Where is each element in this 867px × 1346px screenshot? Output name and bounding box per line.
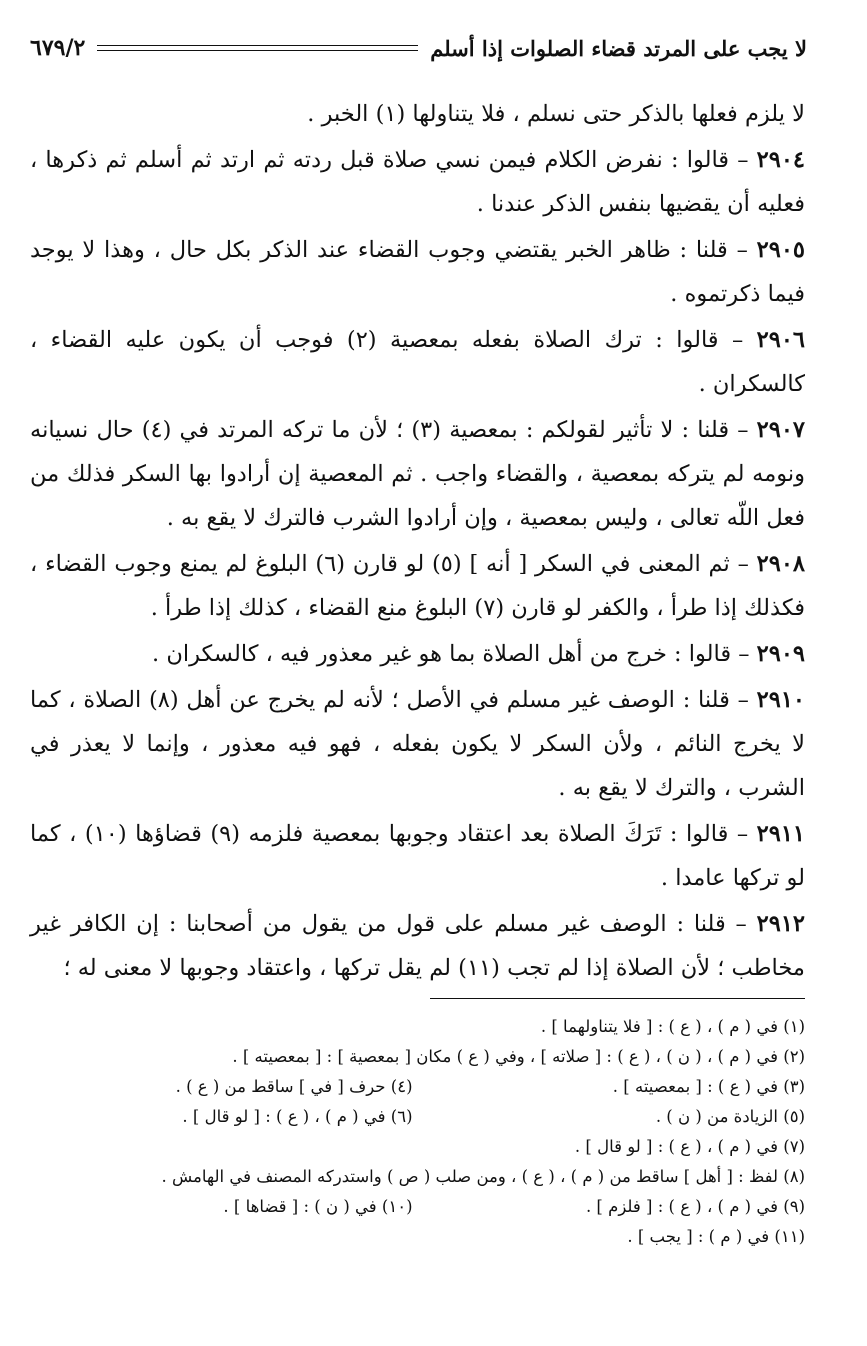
footnote: (٨) لفظ : [ أهل ] ساقط من ( م ) ، ( ع ) ، ومن صلب ( ص ) واستدركه المصنف في الهامش . [161, 1167, 805, 1186]
paragraph-text: – ثم المعنى في السكر [ أنه ] (٥) لو قارن (٦) البلوغ لم يمنع وجوب القضاء ، فكذلك إذا طرأ ، والكفر لو قارن (٧) البلوغ منع القضاء ، كذلك إذا طرأ . [30, 551, 805, 621]
footnote-row [20, 1192, 805, 1222]
running-title: لا يجب على المرتد قضاء الصلوات إذا أسلم [430, 35, 807, 61]
paragraph-number: ٢٩٠٥ [756, 237, 805, 263]
page-number: ٦٧٩/٢ [30, 35, 86, 61]
footnote: (١٠) في ( ن ) : [ قضاها ] . [223, 1197, 413, 1216]
footnote: (٩) في ( م ) ، ( ع ) : [ فلزم ] . [585, 1197, 805, 1216]
footnote-separator [430, 998, 805, 999]
page-header [30, 28, 807, 68]
footnote: (٤) حرف [ في ] ساقط من ( ع ) . [175, 1077, 413, 1096]
paragraph [30, 92, 805, 136]
paragraph-text: – قالوا : خرج من أهل الصلاة بما هو غير معذور فيه ، كالسكران . [152, 641, 750, 667]
footnote-row [20, 1072, 805, 1102]
paragraph-text: – قلنا : لا تأثير لقولكم : بمعصية (٣) ؛ لأن ما تركه المرتد في (٤) حال نسيانه ونومه لم يتركه بمعصية ، والقضاء واجب . ثم المعصية إن أرادوا بها السكر فذلك من فعل اللّه تعالى ، وليس بمعصية ، وإن أرادوا الشرب فالترك لا يقع به . [30, 417, 805, 531]
paragraph [30, 542, 805, 630]
paragraph-number: ٢٩٠٦ [756, 327, 805, 353]
paragraph [30, 318, 805, 406]
paragraph-number: ٢٩١١ [756, 821, 805, 847]
footnote-row [20, 1102, 805, 1132]
paragraph-number: ٢٩٠٧ [756, 417, 806, 443]
paragraph-text: – قلنا : الوصف غير مسلم على قول من يقول من أصحابنا : إن الكافر غير مخاطب ؛ لأن الصلاة إذا لم تجب (١١) لم يقل تركها ، واعتقاد وجوبها لا معنى له ؛ [30, 911, 805, 981]
main-text [30, 92, 805, 992]
paragraph-text: – قلنا : الوصف غير مسلم في الأصل ؛ لأنه لم يخرج عن أهل (٨) الصلاة ، كما لا يخرج النائم ، ولأن السكر لا يكون بفعله ، فهو فيه معذور ، وإنما لا يعذر في الشرب ، والترك لا يقع به . [30, 687, 805, 801]
footnote: (١) في ( م ) ، ( ع ) : [ فلا يتناولهما ] . [540, 1017, 805, 1036]
paragraph-text: – قالوا : تَرَكَ الصلاة بعد اعتقاد وجوبها بمعصية فلزمه (٩) قضاؤها (١٠) ، كما لو تركها عامدا . [30, 821, 805, 891]
paragraph-number: ٢٩٠٨ [756, 551, 805, 577]
paragraph-number: ٢٩٠٤ [756, 147, 805, 173]
paragraph [30, 902, 805, 990]
footnote: (٧) في ( م ) ، ( ع ) : [ لو قال ] . [574, 1137, 805, 1156]
paragraph [30, 228, 805, 316]
paragraph [30, 632, 805, 676]
footnote: (٣) في ( ع ) : [ بمعصيته ] . [612, 1077, 805, 1096]
paragraph-number: ٢٩٠٩ [756, 641, 805, 667]
paragraph [30, 408, 805, 540]
paragraph [30, 812, 805, 900]
footnote: (٢) في ( م ) ، ( ن ) ، ( ع ) : [ صلاته ] ، وفي ( ع ) مكان [ بمعصية ] : [ بمعصيته ] . [232, 1047, 805, 1066]
footnotes [20, 1012, 805, 1252]
paragraph-text: لا يلزم فعلها بالذكر حتى نسلم ، فلا يتناولها (١) الخبر . [307, 101, 805, 127]
paragraph-text: – قالوا : ترك الصلاة بفعله بمعصية (٢) فوجب أن يكون عليه القضاء ، كالسكران . [30, 327, 805, 397]
footnote: (١١) في ( م ) : [ يجب ] . [627, 1227, 805, 1246]
footnote: (٦) في ( م ) ، ( ع ) : [ لو قال ] . [182, 1107, 413, 1126]
paragraph-text: – قلنا : ظاهر الخبر يقتضي وجوب القضاء عند الذكر بكل حال ، وهذا لا يوجد فيما ذكرتموه . [30, 237, 805, 307]
header-rule [97, 45, 418, 51]
paragraph-number: ٢٩١٠ [756, 687, 805, 713]
paragraph [30, 678, 805, 810]
paragraph-text: – قالوا : نفرض الكلام فيمن نسي صلاة قبل ردته ثم ارتد ثم أسلم ثم ذكرها ، فعليه أن يقضيها بنفس الذكر عندنا . [30, 147, 805, 217]
paragraph-number: ٢٩١٢ [756, 911, 805, 937]
paragraph [30, 138, 805, 226]
footnote: (٥) الزيادة من ( ن ) . [655, 1107, 805, 1126]
